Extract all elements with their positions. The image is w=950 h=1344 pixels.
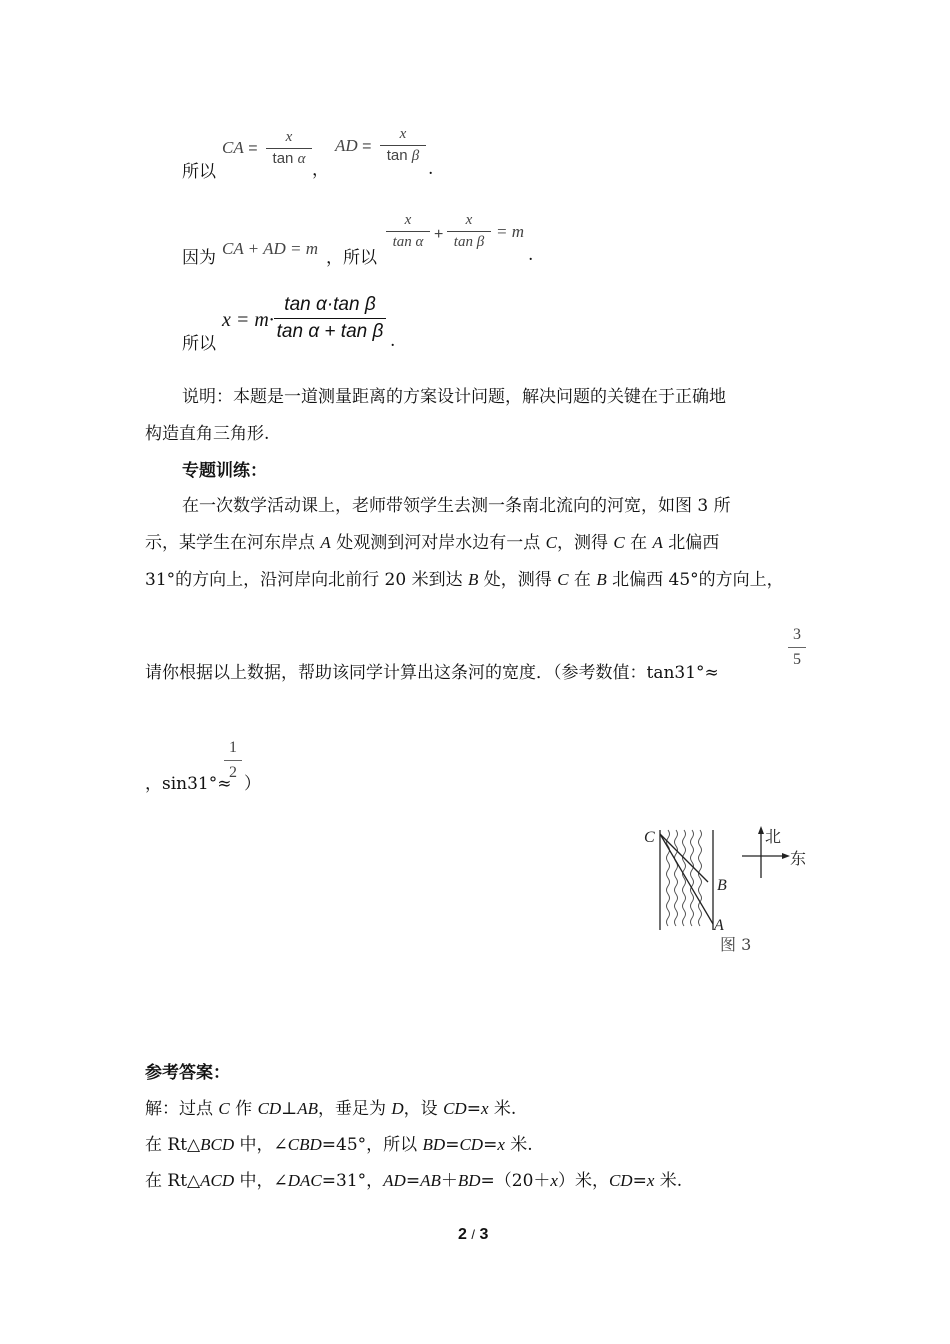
north-arrow-icon: [758, 826, 764, 834]
line1-prefix: 所以: [182, 162, 216, 182]
sin-fraction: 1 2: [224, 739, 242, 782]
line3-prefix: 所以: [182, 334, 216, 354]
line2-frac-2: x tan β: [447, 211, 491, 251]
east-arrow-icon: [782, 853, 790, 859]
line1-comma: ，: [312, 160, 329, 180]
line2-expr: CA + AD = m: [222, 239, 318, 258]
east-label: 东: [790, 849, 807, 868]
river-figure: [640, 820, 820, 960]
water-waves: [667, 830, 702, 926]
line3-frac: tan α·tan β tan α + tan β: [274, 294, 386, 343]
label-c: C: [644, 829, 655, 846]
problem-line3: 31°的方向上，沿河岸向北前行 20 米到达 B 处，测得 C 在 B 北偏西 45°的方向上，: [145, 570, 784, 590]
training-title: 专题训练：: [182, 461, 267, 481]
problem-line2: 示，某学生在河东岸点 A 处观测到河对岸水边有一点 C，测得 C 在 A 北偏西: [145, 533, 720, 553]
figure-caption: 图 3: [720, 935, 752, 954]
note-line1: 说明：本题是一道测量距离的方案设计问题，解决问题的关键在于正确地: [182, 387, 726, 407]
label-a: A: [714, 917, 724, 934]
line1-ad-lhs: AD =: [335, 136, 372, 155]
problem-line5: ，sin31°≈: [145, 774, 232, 794]
line2-plus: +: [434, 226, 444, 243]
page-number: 2 / 3: [458, 1226, 489, 1243]
problem-line5-end: ）: [244, 774, 261, 794]
north-label: 北: [765, 827, 782, 846]
line3-period: .: [390, 331, 396, 351]
problem-line4: 请你根据以上数据，帮助该同学计算出这条河的宽度．（参考数值：tan31°≈: [145, 663, 719, 683]
line2-frac-1: x tan α: [386, 211, 430, 251]
answer-line1: 解：过点 C 作 CD⊥AB，垂足为 D，设 CD=x 米.: [145, 1099, 517, 1119]
line1-frac-ca: x tan α: [266, 128, 312, 168]
line2-mid: ，所以: [326, 248, 377, 268]
line2-period: .: [528, 245, 534, 265]
note-line2: 构造直角三角形.: [145, 424, 270, 444]
answer-line3: 在 Rt△ACD 中，∠DAC=31°，AD=AB＋BD=（20＋x）米，CD=x 米.: [145, 1171, 683, 1191]
line1-period: .: [428, 159, 434, 179]
problem-line1: 在一次数学活动课上，老师带领学生去测一条南北流向的河宽，如图 3 所: [182, 496, 731, 516]
label-b: B: [717, 877, 727, 894]
line2-prefix: 因为: [182, 248, 216, 268]
line1-frac-ad: x tan β: [380, 125, 426, 165]
line3-lhs: x = m·: [222, 309, 274, 331]
answer-title: 参考答案：: [145, 1063, 230, 1083]
tan-fraction: 3 5: [788, 626, 806, 669]
line2-rhs: = m: [496, 222, 524, 241]
line1-ca-lhs: CA =: [222, 138, 258, 157]
answer-line2: 在 Rt△BCD 中，∠CBD=45°，所以 BD=CD=x 米.: [145, 1135, 533, 1155]
